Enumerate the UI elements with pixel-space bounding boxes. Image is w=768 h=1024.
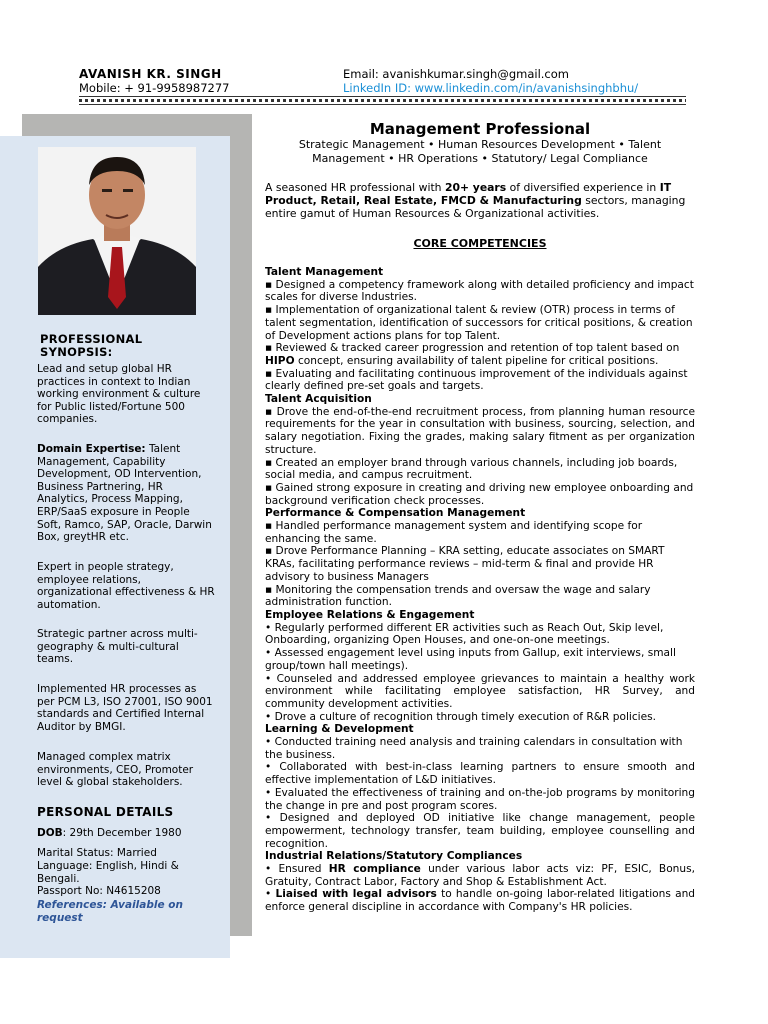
profile-photo bbox=[38, 147, 196, 315]
ir1-b: HR compliance bbox=[328, 863, 421, 876]
list-item: • Assessed engagement level using inputs from Gallup, exit interviews, small group/town hall meetings). bbox=[265, 647, 676, 672]
employee-relations-heading: Employee Relations & Engagement bbox=[265, 608, 475, 621]
marital-status: Marital Status: Married bbox=[37, 847, 157, 859]
list-item: ▪ Gained strong exposure in creating and driving new employee onboarding and background verification check processes. bbox=[265, 481, 694, 507]
intro-a: A seasoned HR professional with bbox=[265, 181, 445, 194]
list-item: ▪ Designed a competency framework along with detailed proficiency and impact scales for diverse Industries. bbox=[265, 278, 694, 304]
ir2-b: Liaised with legal advisors bbox=[275, 888, 437, 901]
dob-value: : 29th December 1980 bbox=[62, 827, 182, 839]
synopsis-strategic-partner: Strategic partner across multi-geography & multi-cultural teams. bbox=[37, 628, 198, 666]
references: References: Available on request bbox=[37, 899, 183, 924]
list-item: • Collaborated with best-in-class learning partners to ensure smooth and effective implementation of L&D initiatives. bbox=[265, 761, 695, 787]
synopsis-people-strategy: Expert in people strategy, employee relations, organizational effectiveness & HR automation. bbox=[37, 561, 215, 611]
intro-sectors: IT Product, Retail, Real Estate, FMCD & Manufacturing bbox=[265, 181, 672, 207]
learning-heading: Learning & Development bbox=[265, 723, 414, 736]
intro-years: 20+ years bbox=[444, 181, 507, 194]
industrial-relations-heading: Industrial Relations/Statutory Compliances bbox=[265, 850, 523, 863]
page-subtitle: Strategic Management • Human Resources Development • Talent Management • HR Operations • Statutory/ Legal Compliance bbox=[298, 138, 662, 165]
list-item: • Designed and deployed OD initiative like change management, people empowerment, technology transfer, team building, employee counselling and recognition. bbox=[265, 812, 695, 850]
ir1-a: • Ensured bbox=[265, 863, 329, 876]
list-item: • Drove a culture of recognition through timely execution of R&R policies. bbox=[265, 710, 657, 723]
talent-management-heading: Talent Management bbox=[265, 266, 384, 278]
tm3-a: ▪ Reviewed & tracked career progression and retention of top talent based on bbox=[265, 342, 680, 355]
synopsis-domain-expertise bbox=[37, 443, 215, 544]
ir2-c: to handle on-going labor-related litigations and enforce general discipline in accordance with Company's HR policies. bbox=[265, 888, 696, 914]
list-item bbox=[265, 863, 695, 888]
list-item: ▪ Monitoring the compensation trends and oversaw the wage and salary administration function. bbox=[265, 583, 651, 609]
list-item: ▪ Implementation of organizational talent & review (OTR) process in terms of talent segmentation, identification of successors for critical positions, & creation of Development actions plans for top Talent. bbox=[265, 304, 693, 342]
linkedin-link[interactable]: LinkedIn ID: www.linkedin.com/in/avanishsinghbhu/ bbox=[343, 81, 639, 95]
candidate-name: AVANISH KR. SINGH bbox=[79, 67, 222, 81]
decorative-border bbox=[79, 96, 686, 105]
ir2-a: • bbox=[265, 888, 276, 901]
intro-b: of diversified experience in bbox=[506, 181, 660, 194]
synopsis-heading: PROFESSIONAL SYNOPSIS: bbox=[40, 332, 143, 359]
talent-acquisition-heading: Talent Acquisition bbox=[265, 393, 372, 406]
competencies-body bbox=[265, 266, 695, 914]
languages: Language: English, Hindi & Bengali. bbox=[37, 860, 179, 885]
intro-c: sectors, managing entire gamut of Human Resources & Organizational activities. bbox=[265, 194, 686, 220]
synopsis-global-hr: Lead and setup global HR practices in context to Indian working environment & culture for Public listed/Fortune 500 companies. bbox=[37, 363, 201, 426]
tm3-hipo: HIPO bbox=[265, 354, 295, 367]
performance-heading: Performance & Compensation Management bbox=[265, 507, 526, 520]
core-competencies-heading bbox=[265, 237, 695, 250]
list-item: ▪ Evaluating and facilitating continuous improvement of the individuals against clearly defined pre-set goals and targets. bbox=[265, 367, 688, 393]
intro-paragraph bbox=[265, 181, 695, 220]
ir1-c: under various labor acts viz: PF, ESIC, Bonus, Gratuity, Contract Labor, Factory and Shop & Establishment Act. bbox=[265, 863, 695, 888]
list-item: ▪ Handled performance management system and identifying scope for enhancing the same. bbox=[265, 520, 643, 545]
list-item bbox=[265, 342, 695, 367]
dob-label: DOB bbox=[37, 827, 63, 839]
list-item: • Evaluated the effectiveness of training and on-the-job programs by monitoring the change in pre and post program scores. bbox=[265, 786, 695, 812]
list-item: • Counseled and addressed employee grievances to maintain a healthy work environment while facilitating employee satisfaction, HR Survey, and community development activities. bbox=[265, 672, 695, 710]
list-item: • Conducted training need analysis and training calendars in consultation with the business. bbox=[265, 736, 683, 761]
list-item bbox=[265, 888, 695, 913]
personal-details-heading: PERSONAL DETAILS bbox=[37, 805, 174, 819]
email-address[interactable]: Email: avanishkumar.singh@gmail.com bbox=[343, 67, 569, 81]
list-item: ▪ Drove the end-of-the-end recruitment process, from planning human resource requirements for the year in consultation with business, sourcing, selection, and salary negotiation. Fixing the grades, making salary fitment as per organization structure. bbox=[265, 405, 695, 456]
tm3-c: concept, ensuring availability of talent pipeline for critical positions. bbox=[294, 354, 659, 367]
synopsis-matrix-environments: Managed complex matrix environments, CEO, Promoter level & global stakeholders. bbox=[37, 751, 194, 789]
list-item: • Regularly performed different ER activities such as Reach Out, Skip level, Onboarding, organizing Open Houses, and one-on-one meetings. bbox=[265, 621, 664, 647]
domain-label: Domain Expertise: bbox=[37, 443, 146, 455]
passport-number: Passport No: N4615208 bbox=[37, 885, 161, 897]
list-item: ▪ Drove Performance Planning – KRA setting, educate associates on SMART KRAs, facilitating performance reviews – mid-term & final and provide HR advisory to business Managers bbox=[265, 545, 665, 583]
synopsis-hr-processes: Implemented HR processes as per PCM L3, ISO 27001, ISO 9001 standards and Certified Internal Auditor by BMGI. bbox=[37, 683, 213, 733]
mobile-number: Mobile: + 91-9958987277 bbox=[79, 81, 230, 95]
dob bbox=[37, 827, 215, 840]
page-title: Management Professional bbox=[369, 120, 591, 138]
domain-text: Talent Management, Capability Development, OD Intervention, Business Partnering, HR Analytics, Process Mapping, ERP/SaaS exposure in People Soft, Ramco, SAP, Oracle, Darwin Box, greytHR etc. bbox=[37, 443, 212, 544]
core-competencies-text: CORE COMPETENCIES bbox=[413, 237, 547, 250]
list-item: ▪ Created an employer brand through various channels, including job boards, social media, and campus recruitment. bbox=[265, 456, 678, 482]
